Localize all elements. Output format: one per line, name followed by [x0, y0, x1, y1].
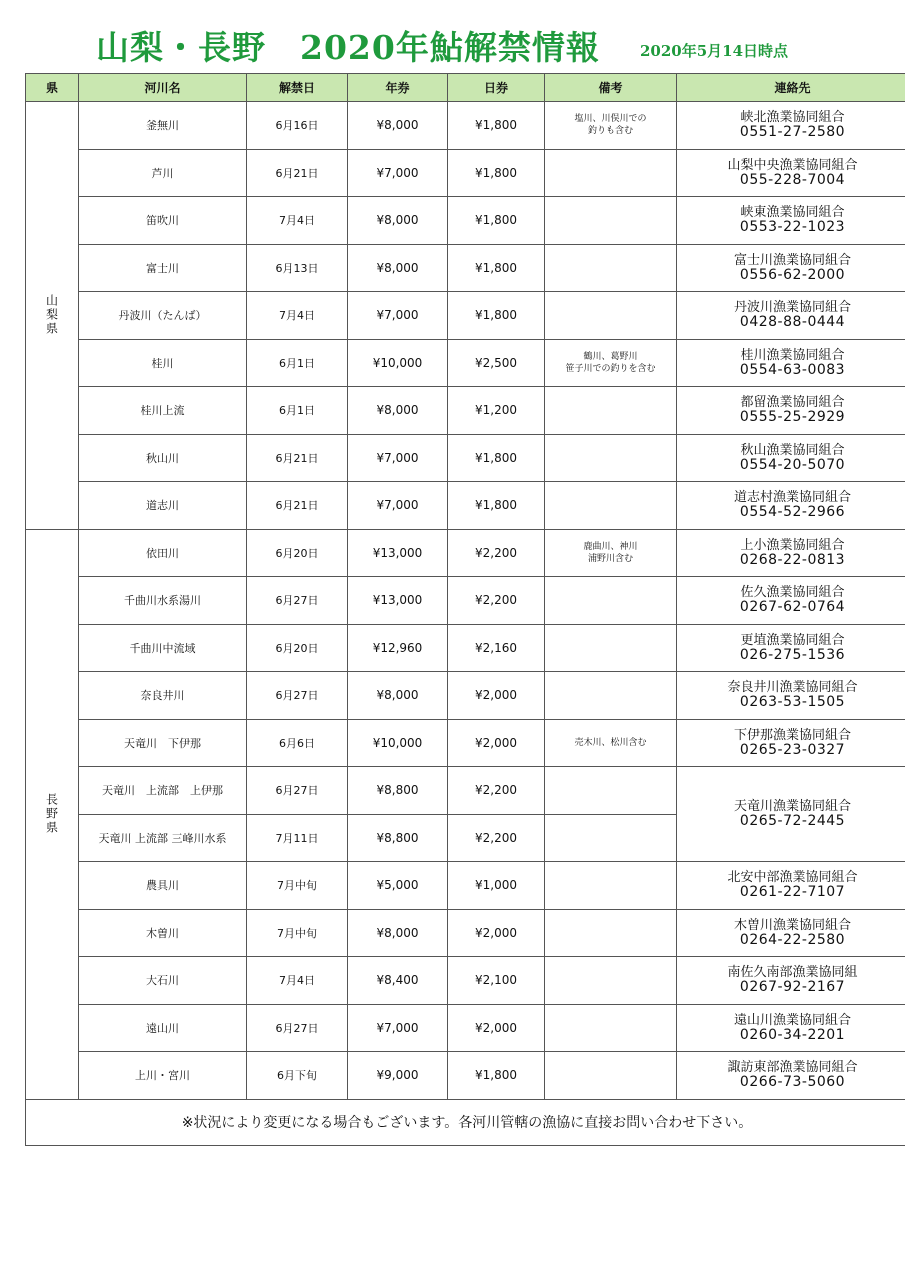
annual-ticket-price: ¥8,800	[348, 767, 448, 815]
river-name: 農具川	[79, 862, 247, 910]
col-header-annual-ticket: 年券	[348, 74, 448, 102]
notes-cell	[545, 292, 677, 340]
day-ticket-price: ¥1,000	[448, 862, 545, 910]
open-date: 7月11日	[247, 814, 348, 862]
notes-cell	[545, 577, 677, 625]
river-name: 大石川	[79, 957, 247, 1005]
contact-cell	[677, 244, 905, 292]
phone-number: 0265-72-2445	[739, 813, 846, 829]
open-date: 6月1日	[247, 339, 348, 387]
river-name: 天竜川 下伊那	[79, 719, 247, 767]
notes-cell	[545, 387, 677, 435]
river-name: 富士川	[79, 244, 247, 292]
phone-number: 0554-52-2966	[739, 504, 846, 521]
open-date: 6月21日	[247, 149, 348, 197]
contact-cell	[677, 624, 905, 672]
open-date: 6月16日	[247, 102, 348, 150]
table-row	[26, 244, 905, 292]
association-name: 北安中部漁業協同組合	[727, 870, 858, 886]
river-name: 桂川上流	[79, 387, 247, 435]
contact-cell	[677, 957, 905, 1005]
open-date: 6月下旬	[247, 1052, 348, 1100]
association-name: 桂川漁業協同組合	[740, 347, 845, 363]
day-ticket-price: ¥2,200	[448, 814, 545, 862]
open-date: 6月27日	[247, 577, 348, 625]
notes-cell	[545, 957, 677, 1005]
day-ticket-price: ¥2,000	[448, 909, 545, 957]
table-row	[26, 434, 905, 482]
open-date: 6月21日	[247, 482, 348, 530]
association-name: 上小漁業協同組合	[740, 537, 845, 553]
day-ticket-price: ¥1,800	[448, 292, 545, 340]
contact-cell	[677, 672, 905, 720]
table-row	[26, 577, 905, 625]
river-name: 天竜川 上流部 三峰川水系	[79, 814, 247, 862]
table-row	[26, 624, 905, 672]
table-row	[26, 102, 905, 150]
notes-cell: 塩川、川俣川での 釣りも含む	[545, 102, 677, 150]
contact-cell	[677, 577, 905, 625]
river-name: 丹波川（たんば）	[79, 292, 247, 340]
association-name: 木曽川漁業協同組合	[733, 917, 851, 933]
phone-number: 0265-23-0327	[739, 741, 846, 758]
phone-number: 0268-22-0813	[739, 551, 846, 568]
prefecture-cell: 山梨県	[26, 102, 79, 530]
ayu-opening-table	[25, 73, 905, 1146]
river-name: 天竜川 上流部 上伊那	[79, 767, 247, 815]
table-row	[26, 672, 905, 720]
river-name: 秋山川	[79, 434, 247, 482]
contact-cell	[677, 482, 905, 530]
table-row	[26, 862, 905, 910]
association-name: 山梨中央漁業協同組合	[727, 157, 858, 173]
river-name: 奈良井川	[79, 672, 247, 720]
open-date: 6月1日	[247, 387, 348, 435]
day-ticket-price: ¥2,000	[448, 672, 545, 720]
footer-note: ※状況により変更になる場合もございます。各河川管轄の漁協に直接お問い合わせ下さい。	[26, 1099, 905, 1145]
col-header-open-date: 解禁日	[247, 74, 348, 102]
river-name: 道志川	[79, 482, 247, 530]
table-row	[26, 1004, 905, 1052]
open-date: 6月27日	[247, 1004, 348, 1052]
table-row	[26, 339, 905, 387]
river-name: 上川・宮川	[79, 1052, 247, 1100]
annual-ticket-price: ¥7,000	[348, 1004, 448, 1052]
table-row	[26, 149, 905, 197]
annual-ticket-price: ¥7,000	[348, 149, 448, 197]
notes-cell	[545, 909, 677, 957]
open-date: 6月13日	[247, 244, 348, 292]
river-name: 依田川	[79, 529, 247, 577]
day-ticket-price: ¥2,200	[448, 529, 545, 577]
day-ticket-price: ¥1,800	[448, 1052, 545, 1100]
association-name: 天竜川漁業協同組合	[733, 799, 851, 814]
phone-number: 0553-22-1023	[739, 219, 846, 236]
day-ticket-price: ¥2,000	[448, 1004, 545, 1052]
contact-cell	[677, 862, 905, 910]
table-row	[26, 292, 905, 340]
annual-ticket-price: ¥10,000	[348, 719, 448, 767]
annual-ticket-price: ¥5,000	[348, 862, 448, 910]
notes-cell	[545, 814, 677, 862]
phone-number: 0551-27-2580	[739, 124, 846, 141]
prefecture-cell: 長野県	[26, 529, 79, 1099]
association-name: 奈良井川漁業協同組合	[727, 680, 858, 696]
header-row	[26, 74, 905, 102]
notes-cell	[545, 197, 677, 245]
footer-row	[26, 1099, 905, 1145]
contact-cell	[677, 719, 905, 767]
phone-number: 055-228-7004	[739, 171, 846, 188]
annual-ticket-price: ¥7,000	[348, 482, 448, 530]
annual-ticket-price: ¥8,000	[348, 102, 448, 150]
open-date: 7月4日	[247, 292, 348, 340]
phone-number: 0263-53-1505	[739, 694, 846, 711]
annual-ticket-price: ¥13,000	[348, 577, 448, 625]
day-ticket-price: ¥2,200	[448, 767, 545, 815]
association-name: 南佐久南部漁業協同組	[727, 965, 858, 981]
phone-number: 0555-25-2929	[739, 409, 846, 426]
day-ticket-price: ¥2,000	[448, 719, 545, 767]
association-name: 更埴漁業協同組合	[740, 632, 845, 648]
notes-cell	[545, 244, 677, 292]
notes-cell	[545, 434, 677, 482]
annual-ticket-price: ¥8,000	[348, 909, 448, 957]
notes-cell	[545, 767, 677, 815]
association-name: 諏訪東部漁業協同組合	[727, 1060, 858, 1076]
river-name: 桂川	[79, 339, 247, 387]
notes-cell: 鹿曲川、神川 浦野川含む	[545, 529, 677, 577]
annual-ticket-price: ¥7,000	[348, 434, 448, 482]
col-header-pref: 県	[26, 74, 79, 102]
annual-ticket-price: ¥8,000	[348, 244, 448, 292]
notes-cell	[545, 1004, 677, 1052]
phone-number: 0554-63-0083	[739, 361, 846, 378]
association-name: 道志村漁業協同組合	[733, 490, 851, 506]
contact-cell	[677, 1052, 905, 1100]
table-row	[26, 529, 905, 577]
notes-cell	[545, 624, 677, 672]
association-name: 都留漁業協同組合	[740, 395, 845, 411]
open-date: 6月27日	[247, 672, 348, 720]
annual-ticket-price: ¥8,400	[348, 957, 448, 1005]
phone-number: 0267-92-2167	[739, 979, 846, 996]
phone-number: 0264-22-2580	[739, 931, 846, 948]
annual-ticket-price: ¥8,800	[348, 814, 448, 862]
association-name: 富士川漁業協同組合	[733, 252, 851, 268]
contact-cell	[677, 387, 905, 435]
day-ticket-price: ¥2,160	[448, 624, 545, 672]
river-name: 千曲川中流域	[79, 624, 247, 672]
open-date: 6月6日	[247, 719, 348, 767]
phone-number: 0554-20-5070	[739, 456, 846, 473]
phone-number: 0267-62-0764	[739, 599, 846, 616]
annual-ticket-price: ¥13,000	[348, 529, 448, 577]
phone-number: 026-275-1536	[739, 646, 846, 663]
day-ticket-price: ¥1,200	[448, 387, 545, 435]
page-title: 山梨・長野 2020年鮎解禁情報	[96, 28, 600, 67]
phone-number: 0428-88-0444	[739, 314, 846, 331]
notes-cell: 売木川、松川含む	[545, 719, 677, 767]
table-row	[26, 482, 905, 530]
day-ticket-price: ¥1,800	[448, 434, 545, 482]
notes-cell	[545, 1052, 677, 1100]
day-ticket-price: ¥1,800	[448, 102, 545, 150]
open-date: 6月20日	[247, 529, 348, 577]
association-name: 遠山川漁業協同組合	[733, 1012, 851, 1028]
phone-number: 0556-62-2000	[739, 266, 846, 283]
association-name: 佐久漁業協同組合	[740, 585, 845, 601]
day-ticket-price: ¥1,800	[448, 149, 545, 197]
notes-cell	[545, 482, 677, 530]
river-name: 笛吹川	[79, 197, 247, 245]
association-name: 峡東漁業協同組合	[740, 205, 845, 221]
annual-ticket-price: ¥10,000	[348, 339, 448, 387]
notes-cell	[545, 149, 677, 197]
annual-ticket-price: ¥7,000	[348, 292, 448, 340]
open-date: 7月中旬	[247, 909, 348, 957]
open-date: 6月27日	[247, 767, 348, 815]
association-name: 峡北漁業協同組合	[740, 110, 845, 126]
annual-ticket-price: ¥8,000	[348, 387, 448, 435]
river-name: 遠山川	[79, 1004, 247, 1052]
contact-cell	[677, 434, 905, 482]
phone-number: 0261-22-7107	[739, 884, 846, 901]
col-header-river: 河川名	[79, 74, 247, 102]
day-ticket-price: ¥1,800	[448, 197, 545, 245]
river-name: 釜無川	[79, 102, 247, 150]
day-ticket-price: ¥1,800	[448, 244, 545, 292]
association-name: 下伊那漁業協同組合	[733, 727, 851, 743]
day-ticket-price: ¥2,100	[448, 957, 545, 1005]
as-of-date: 2020年5月14日時点	[640, 42, 789, 60]
open-date: 7月中旬	[247, 862, 348, 910]
contact-cell	[677, 1004, 905, 1052]
notes-cell	[545, 672, 677, 720]
day-ticket-price: ¥2,500	[448, 339, 545, 387]
contact-cell	[677, 197, 905, 245]
col-header-contact: 連絡先	[677, 74, 905, 102]
contact-cell	[677, 149, 905, 197]
association-name: 秋山漁業協同組合	[740, 442, 845, 458]
notes-cell	[545, 862, 677, 910]
annual-ticket-price: ¥8,000	[348, 672, 448, 720]
open-date: 6月20日	[247, 624, 348, 672]
river-name: 木曽川	[79, 909, 247, 957]
day-ticket-price: ¥2,200	[448, 577, 545, 625]
day-ticket-price: ¥1,800	[448, 482, 545, 530]
col-header-notes: 備考	[545, 74, 677, 102]
annual-ticket-price: ¥8,000	[348, 197, 448, 245]
table-row	[26, 387, 905, 435]
open-date: 7月4日	[247, 197, 348, 245]
open-date: 6月21日	[247, 434, 348, 482]
contact-cell	[677, 767, 905, 862]
contact-cell	[677, 292, 905, 340]
annual-ticket-price: ¥12,960	[348, 624, 448, 672]
table-row	[26, 197, 905, 245]
phone-number: 0266-73-5060	[739, 1074, 846, 1091]
table-row	[26, 767, 905, 815]
table-row	[26, 957, 905, 1005]
contact-cell	[677, 102, 905, 150]
table-row	[26, 1052, 905, 1100]
contact-cell	[677, 339, 905, 387]
notes-cell: 鶴川、葛野川 笹子川での釣りを含む	[545, 339, 677, 387]
open-date: 7月4日	[247, 957, 348, 1005]
annual-ticket-price: ¥9,000	[348, 1052, 448, 1100]
contact-cell	[677, 909, 905, 957]
col-header-day-ticket: 日券	[448, 74, 545, 102]
table-row	[26, 719, 905, 767]
river-name: 芦川	[79, 149, 247, 197]
river-name: 千曲川水系湯川	[79, 577, 247, 625]
phone-number: 0260-34-2201	[739, 1026, 846, 1043]
association-name: 丹波川漁業協同組合	[733, 300, 851, 316]
table-row	[26, 909, 905, 957]
contact-cell	[677, 529, 905, 577]
